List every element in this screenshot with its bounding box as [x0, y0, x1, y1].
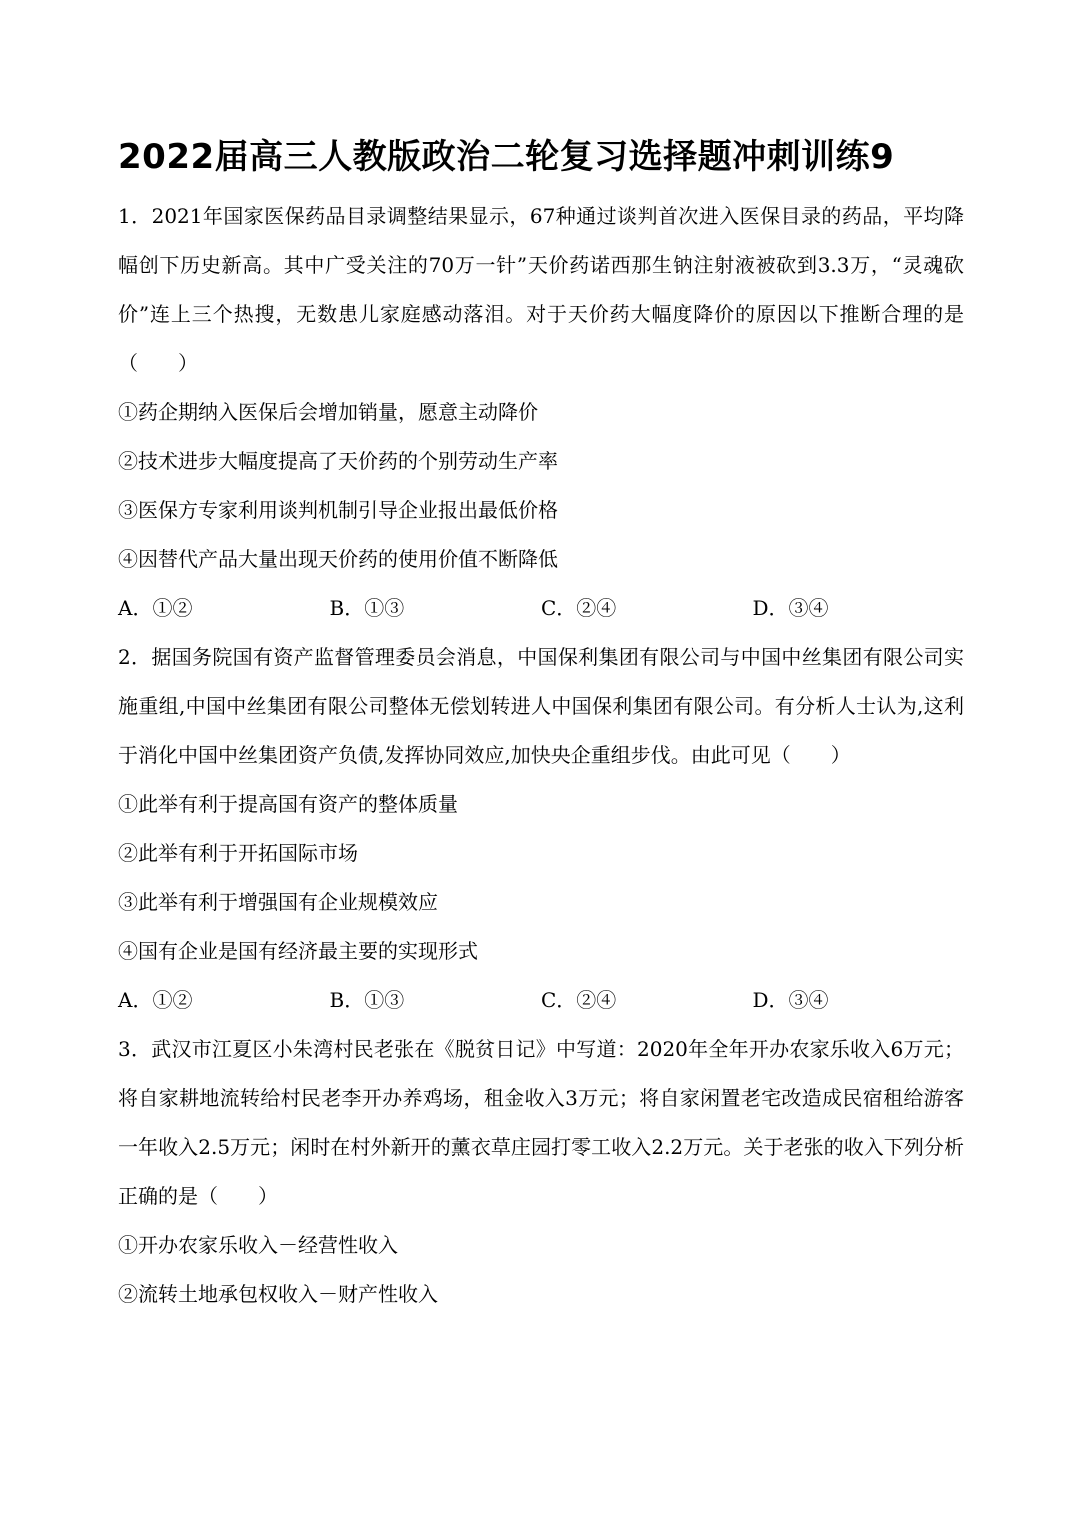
- question-3: [118, 1025, 964, 1319]
- question-1: [118, 192, 964, 633]
- option-c: C．②④: [541, 596, 617, 620]
- statement-item: ③医保方专家利用谈判机制引导企业报出最低价格: [118, 498, 558, 522]
- option-d: D．③④: [752, 596, 829, 620]
- statement-item: ①此举有利于提高国有资产的整体质量: [118, 792, 458, 816]
- question-2: [118, 633, 964, 1025]
- statement-item: ②流转土地承包权收入－财产性收入: [118, 1282, 438, 1306]
- statement-item: ③此举有利于增强国有企业规模效应: [118, 890, 438, 914]
- statement-item: ①药企期纳入医保后会增加销量，愿意主动降价: [118, 400, 538, 424]
- option-d: D．③④: [752, 988, 829, 1012]
- statement-item: ④国有企业是国有经济最主要的实现形式: [118, 939, 478, 963]
- answer-options: [118, 584, 964, 633]
- question-stem: 2．据国务院国有资产监督管理委员会消息，中国保利集团有限公司与中国中丝集团有限公司实施重组,中国中丝集团有限公司整体无偿划转进人中国保利集团有限公司。有分析人士认为,这利于消化中国中丝集团资产负债,发挥协同效应,加快央企重组步伐。由此可见（ ）: [118, 645, 964, 767]
- document-page: [118, 126, 964, 1319]
- statement-item: ①开办农家乐收入－经营性收入: [118, 1233, 398, 1257]
- statement-item: ②技术进步大幅度提高了天价药的个别劳动生产率: [118, 449, 558, 473]
- answer-options: [118, 976, 964, 1025]
- document-title: 2022届高三人教版政治二轮复习选择题冲刺训练9: [118, 137, 895, 177]
- question-stem: 3．武汉市江夏区小朱湾村民老张在《脱贫日记》中写道：2020年全年开办农家乐收入6万元；将自家耕地流转给村民老李开办养鸡场，租金收入3万元；将自家闲置老宅改造成民宿租给游客一年收入2.5万元；闲时在村外新开的薰衣草庄园打零工收入2.2万元。关于老张的收入下列分析正确的是（ ）: [118, 1037, 964, 1208]
- option-a: A．①②: [118, 988, 193, 1012]
- statement-item: ④因替代产品大量出现天价药的使用价值不断降低: [118, 547, 558, 571]
- option-c: C．②④: [541, 988, 617, 1012]
- question-stem: 1．2021年国家医保药品目录调整结果显示，67种通过谈判首次进入医保目录的药品，平均降幅创下历史新高。其中广受关注的70万一针”天价药诺西那生钠注射液被砍到3.3万，“灵魂砍价”连上三个热搜，无数患儿家庭感动落泪。对于天价药大幅度降价的原因以下推断合理的是（ ）: [118, 204, 964, 375]
- option-a: A．①②: [118, 596, 193, 620]
- option-b: B．①③: [329, 988, 405, 1012]
- statement-item: ②此举有利于开拓国际市场: [118, 841, 358, 865]
- option-b: B．①③: [329, 596, 405, 620]
